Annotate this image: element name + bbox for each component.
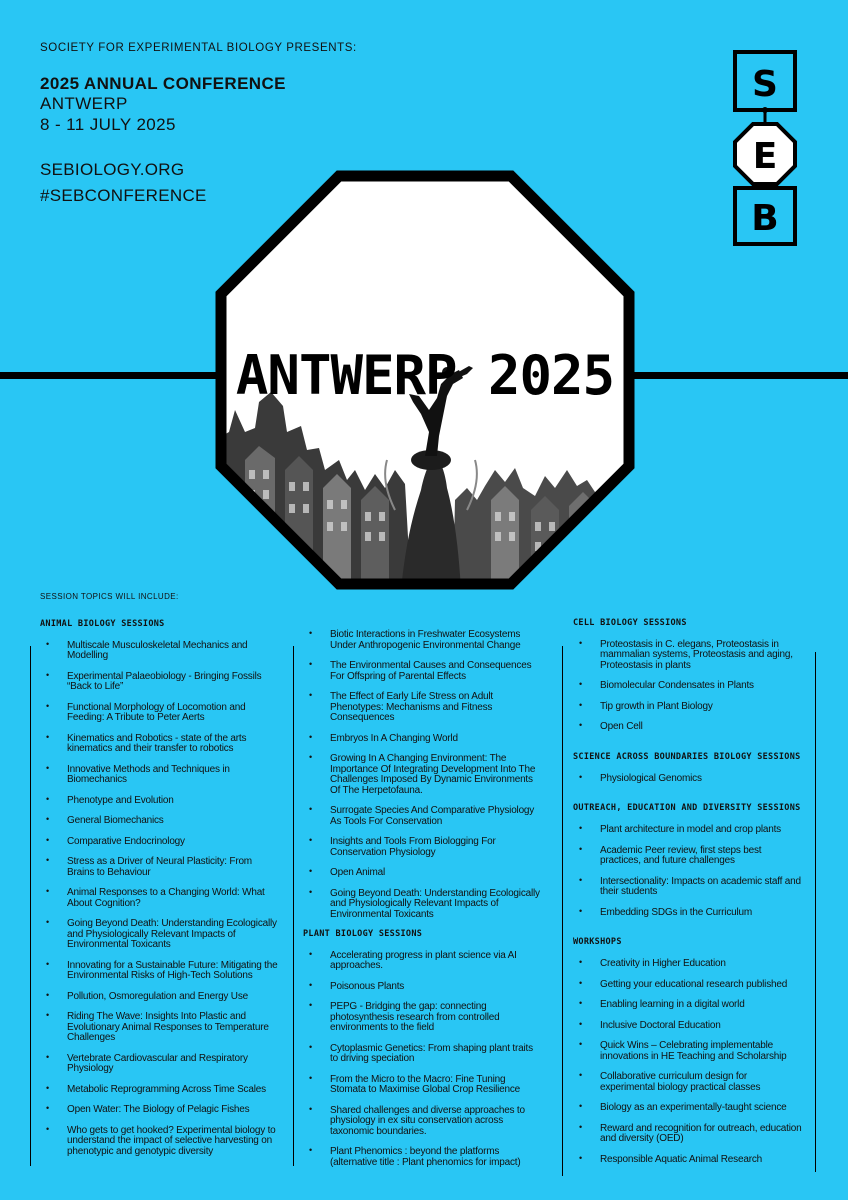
logo-letter-s: S <box>752 64 778 105</box>
list-item: • Metabolic Reprogramming Across Time Scales <box>40 1085 280 1096</box>
list-item: • Biomolecular Condensates in Plants <box>573 681 803 692</box>
column-animal-plant <box>303 630 543 1178</box>
list-item: • Insights and Tools From Biologging For Conservation Physiology <box>303 837 543 858</box>
list-item: • Shared challenges and diverse approaches to physiology in ex situ conservation across taxonomic boundaries. <box>303 1106 543 1138</box>
outreach-list <box>573 825 803 918</box>
list-item: • Growing In A Changing Environment: The Importance Of Integrating Development Into The Challenges Imposed By Dynamic Environments Of The Herpetofauna. <box>303 754 543 796</box>
list-item: • Innovating for a Sustainable Future: Mitigating the Environmental Risks of High-Tech Solutions <box>40 961 280 982</box>
list-item: • Reward and recognition for outreach, education and diversity (OED) <box>573 1124 803 1145</box>
cell-list <box>573 640 803 733</box>
seb-logo-icon <box>733 50 797 246</box>
animal-list <box>40 641 280 1158</box>
list-item: • Physiological Genomics <box>573 774 803 785</box>
plant-list <box>303 951 543 1169</box>
logo-letter-e: E <box>752 136 778 177</box>
list-item: • Embryos In A Changing World <box>303 734 543 745</box>
hero-octagon <box>215 170 635 590</box>
list-item: • Open Animal <box>303 868 543 879</box>
outreach-section-title: OUTREACH, EDUCATION AND DIVERSITY SESSIONS <box>573 803 801 814</box>
animal-cont-list <box>303 630 543 920</box>
list-item: • Stress as a Driver of Neural Plasticity: From Brains to Behaviour <box>40 857 280 878</box>
presents-line: SOCIETY FOR EXPERIMENTAL BIOLOGY PRESENTS: <box>40 42 357 54</box>
list-item: • Biology as an experimentally-taught science <box>573 1103 803 1114</box>
list-item: • Getting your educational research published <box>573 980 803 991</box>
list-item: • Phenotype and Evolution <box>40 796 280 807</box>
list-item: • Who gets to get hooked? Experimental biology to understand the impact of selective harvesting on phenotypic and genotypic diversity <box>40 1126 280 1158</box>
column-other <box>573 619 803 1175</box>
list-item: • Animal Responses to a Changing World: What About Cognition? <box>40 888 280 909</box>
science-list <box>573 774 803 785</box>
col1-right-rule <box>293 646 294 1166</box>
col3-right-rule <box>815 652 816 1172</box>
column-animal <box>40 620 280 1167</box>
list-item: • Tip growth in Plant Biology <box>573 702 803 713</box>
list-item: • Going Beyond Death: Understanding Ecologically and Physiologically Relevant Impacts of Environmental Toxicants <box>303 889 543 921</box>
list-item: • Open Water: The Biology of Pelagic Fishes <box>40 1105 280 1116</box>
list-item: • Going Beyond Death: Understanding Ecologically and Physiologically Relevant Impacts of Environmental Toxicants <box>40 919 280 951</box>
list-item: • Accelerating progress in plant science via AI approaches. <box>303 951 543 972</box>
list-item: • Open Cell <box>573 722 803 733</box>
list-item: • Responsible Aquatic Animal Research <box>573 1155 803 1166</box>
list-item: • Poisonous Plants <box>303 982 543 993</box>
conference-city: ANTWERP <box>40 94 128 113</box>
list-item: • Plant Phenomics : beyond the platforms (alternative title : Plant phenomics for impact) <box>303 1147 543 1168</box>
list-item: • Riding The Wave: Insights Into Plastic and Evolutionary Animal Responses to Temperature Challenges <box>40 1012 280 1044</box>
col2-right-rule <box>562 646 563 1176</box>
list-item: • Cytoplasmic Genetics: From shaping plant traits to driving speciation <box>303 1044 543 1065</box>
list-item: • Quick Wins – Celebrating implementable innovations in HE Teaching and Scholarship <box>573 1041 803 1062</box>
list-item: • Surrogate Species And Comparative Physiology As Tools For Conservation <box>303 806 543 827</box>
list-item: • Functional Morphology of Locomotion and Feeding: A Tribute to Peter Aerts <box>40 703 280 724</box>
plant-section-title: PLANT BIOLOGY SESSIONS <box>303 929 423 939</box>
list-item: • The Effect of Early Life Stress on Adult Phenotypes: Mechanisms and Fitness Consequences <box>303 692 543 724</box>
list-item: • PEPG - Bridging the gap: connecting photosynthesis research from controlled environments to the field <box>303 1002 543 1034</box>
list-item: • Vertebrate Cardiovascular and Respiratory Physiology <box>40 1054 280 1075</box>
topics-heading: SESSION TOPICS WILL INCLUDE: <box>40 592 179 601</box>
hashtag: #SEBCONFERENCE <box>40 186 207 205</box>
list-item: • Experimental Palaeobiology - Bringing Fossils “Back to Life” <box>40 672 280 693</box>
list-item: • Pollution, Osmoregulation and Energy Use <box>40 992 280 1003</box>
list-item: • The Environmental Causes and Consequences For Offspring of Parental Effects <box>303 661 543 682</box>
list-item: • Multiscale Musculoskeletal Mechanics and Modelling <box>40 641 280 662</box>
list-item: • Academic Peer review, first steps best practices, and future challenges <box>573 846 803 867</box>
list-item: • Collaborative curriculum design for experimental biology practical classes <box>573 1072 803 1093</box>
list-item: • Enabling learning in a digital world <box>573 1000 803 1011</box>
list-item: • Innovative Methods and Techniques in Biomechanics <box>40 765 280 786</box>
hero-title: ANTWERP 2025 <box>235 344 615 407</box>
list-item: • Intersectionality: Impacts on academic staff and their students <box>573 877 803 898</box>
list-item: • General Biomechanics <box>40 816 280 827</box>
website-link[interactable]: SEBIOLOGY.ORG <box>40 160 185 179</box>
conference-dates: 8 - 11 JULY 2025 <box>40 115 176 134</box>
workshops-section-title: WORKSHOPS <box>573 937 622 948</box>
logo-letter-b: B <box>751 198 779 239</box>
list-item: • Proteostasis in C. elegans, Proteostasis in mammalian systems, Proteostasis and aging, Proteostasis in plants <box>573 640 803 672</box>
conference-title: 2025 ANNUAL CONFERENCE <box>40 74 286 93</box>
list-item: • Comparative Endocrinology <box>40 837 280 848</box>
list-item: • Creativity in Higher Education <box>573 959 803 970</box>
list-item: • Inclusive Doctoral Education <box>573 1021 803 1032</box>
animal-section-title: ANIMAL BIOLOGY SESSIONS <box>40 619 165 629</box>
list-item: • Kinematics and Robotics - state of the arts kinematics and their transfer to robotics <box>40 734 280 755</box>
cell-section-title: CELL BIOLOGY SESSIONS <box>573 618 687 628</box>
workshops-list <box>573 959 803 1165</box>
list-item: • Embedding SDGs in the Curriculum <box>573 908 803 919</box>
science-section-title: SCIENCE ACROSS BOUNDARIES BIOLOGY SESSIONS <box>573 751 801 762</box>
list-item: • Plant architecture in model and crop plants <box>573 825 803 836</box>
col1-left-rule <box>30 646 31 1166</box>
list-item: • From the Micro to the Macro: Fine Tuning Stomata to Maximise Global Crop Resilience <box>303 1075 543 1096</box>
list-item: • Biotic Interactions in Freshwater Ecosystems Under Anthropogenic Environmental Change <box>303 630 543 651</box>
